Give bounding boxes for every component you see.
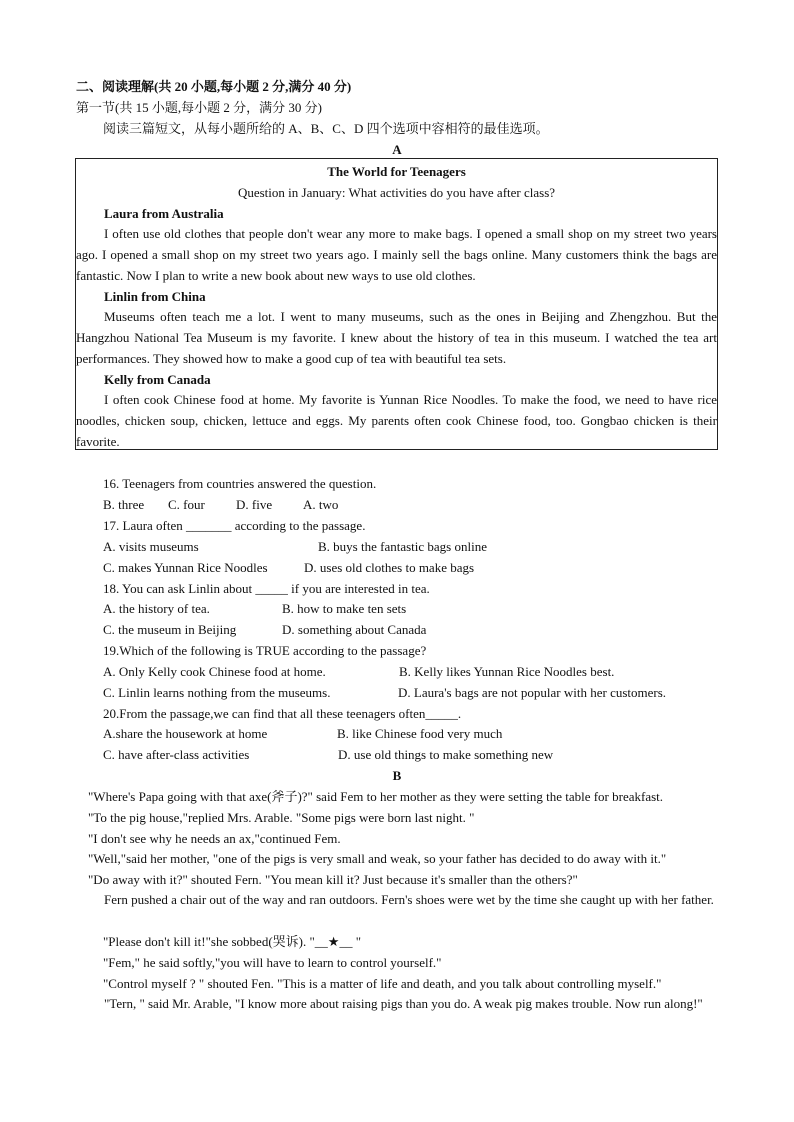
passage-b-line: "Fem," he said softly,"you will have to learn to control yourself." <box>103 955 442 970</box>
q18-option: C. the museum in Beijing <box>103 622 237 637</box>
q20-option: D. use old things to make something new <box>338 747 554 762</box>
passage-a-letter: A <box>392 142 402 157</box>
laura-paragraph: I often use old clothes that people don't wear any more to make bags. I opened a small shop on my street two years ago. I opened a small shop on my street two years ago. I mainly sell the bags online. Many customers think the bags are fantastic. Now I plan to write a new book about new ways to use old clothes. <box>76 226 717 283</box>
q19-option: C. Linlin learns nothing from the museums. <box>103 685 331 700</box>
linlin-heading: Linlin from China <box>104 289 206 304</box>
q19-option: B. Kelly likes Yunnan Rice Noodles best. <box>399 664 615 679</box>
q19-option: A. Only Kelly cook Chinese food at home. <box>103 664 326 679</box>
passage-b-line: "I don't see why he needs an ax,"continued Fem. <box>88 831 341 846</box>
question-16-stem: 16. Teenagers from countries answered the question. <box>103 476 377 491</box>
passage-a-box <box>75 158 718 450</box>
q20-option: C. have after-class activities <box>103 747 250 762</box>
passage-b-line: "Control myself ? " shouted Fen. "This is a matter of life and death, and you talk about controlling myself." <box>103 976 662 991</box>
q16-option: D. five <box>236 497 273 512</box>
question-17-stem: 17. Laura often _______ according to the passage. <box>103 518 366 533</box>
passage-b-line: "Where's Papa going with that axe(斧子)?" said Fem to her mother as they were setting the table for breakfast. <box>88 789 664 804</box>
passage-a-question: Question in January: What activities do you have after class? <box>237 185 556 200</box>
q17-option: C. makes Yunnan Rice Noodles <box>103 560 268 575</box>
q18-option: D. something about Canada <box>282 622 427 637</box>
q16-option: C. four <box>168 497 205 512</box>
q19-option: D. Laura's bags are not popular with her customers. <box>398 685 667 700</box>
passage-b-paragraph: Fern pushed a chair out of the way and ran outdoors. Fern's shoes were wet by the time she caught up with her father. <box>104 892 714 907</box>
q16-option: A. two <box>303 497 339 512</box>
q18-option: B. how to make ten sets <box>282 601 407 616</box>
question-19-stem: 19.Which of the following is TRUE according to the passage? <box>103 643 427 658</box>
passage-b-line: "Do away with it?" shouted Fern. "You mean kill it? Just because it's smaller than the others?" <box>88 872 578 887</box>
section-heading: 二、阅读理解(共 20 小题,每小题 2 分,满分 40 分) <box>76 79 352 94</box>
part-heading: 第一节(共 15 小题,每小题 2 分，满分 30 分) <box>76 100 322 115</box>
q17-option: B. buys the fantastic bags online <box>318 539 487 554</box>
q20-option: A.share the housework at home <box>103 726 268 741</box>
passage-a-title: The World for Teenagers <box>327 164 466 179</box>
passage-b-letter: B <box>392 768 402 783</box>
instruction-text: 阅读三篇短文，从每小题所给的 A、B、C、D 四个选项中容相符的最佳选项。 <box>103 121 549 136</box>
q17-option: A. visits museums <box>103 539 199 554</box>
question-18-stem: 18. You can ask Linlin about _____ if you are interested in tea. <box>103 581 430 596</box>
passage-b-line: "To the pig house,"replied Mrs. Arable. "Some pigs were born last night. " <box>88 810 475 825</box>
q18-option: A. the history of tea. <box>103 601 210 616</box>
question-20-stem: 20.From the passage,we can find that all these teenagers often_____. <box>103 706 462 721</box>
kelly-paragraph: I often cook Chinese food at home. My favorite is Yunnan Rice Noodles. To make the food, we need to have rice noodles, chicken soup, chicken, lettuce and eggs. My parents often cook Chinese food, too. Gongbao chicken is their favorite. <box>76 392 717 449</box>
q20-option: B. like Chinese food very much <box>337 726 503 741</box>
kelly-heading: Kelly from Canada <box>104 372 211 387</box>
q16-option: B. three <box>103 497 145 512</box>
q17-option: D. uses old clothes to make bags <box>304 560 475 575</box>
laura-heading: Laura from Australia <box>104 206 224 221</box>
passage-b-line: "Please don't kill it!"she sobbed(哭诉). "__★__ " <box>103 934 362 949</box>
passage-b-paragraph: "Tern, " said Mr. Arable, "I know more about raising pigs than you do. A weak pig makes trouble. Now run along!" <box>104 996 703 1011</box>
passage-b-line: "Well,"said her mother, "one of the pigs is very small and weak, so your father has decided to do away with it." <box>88 851 667 866</box>
linlin-paragraph: Museums often teach me a lot. I went to many museums, such as the ones in Beijing and Zhengzhou. But the Hangzhou National Tea Museum is my favorite. I knew about the history of tea in this museum. I watched the tea art performances. They showed how to make a good cup of tea with beautiful tea sets. <box>76 309 717 366</box>
